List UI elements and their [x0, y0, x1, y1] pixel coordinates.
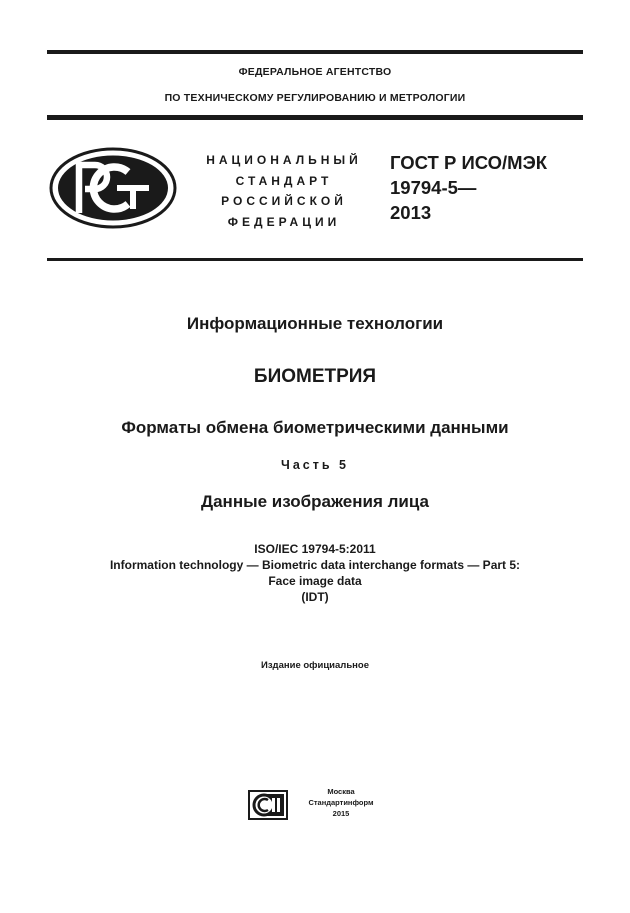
international-reference	[0, 541, 630, 605]
part-title: Данные изображения лица	[200, 492, 429, 511]
publisher-imprint	[298, 786, 384, 819]
standartinform-logo-icon	[248, 790, 288, 825]
national-standard-line: ФЕДЕРАЦИИ	[227, 214, 341, 229]
top-rule	[47, 50, 583, 54]
iso-reference: ISO/IEC 19794-5:2011	[254, 542, 376, 556]
iso-title-line-1: Information technology — Biometric data interchange formats — Part 5:	[109, 558, 521, 572]
title-block-rule	[47, 258, 583, 261]
general-title: Информационные технологии	[186, 314, 444, 333]
part-label: Часть 5	[281, 458, 349, 472]
header-rule	[47, 115, 583, 120]
iso-title-line-2: Face image data	[268, 574, 362, 588]
standard-designation	[390, 150, 547, 225]
designation-line: 2013	[390, 202, 432, 223]
designation-line: ГОСТ Р ИСО/МЭК	[390, 152, 548, 173]
national-standard-line: СТАНДАРТ	[235, 173, 333, 188]
national-standard-label	[196, 150, 372, 232]
national-standard-line: РОССИЙСКОЙ	[221, 194, 347, 208]
agency-line-2: ПО ТЕХНИЧЕСКОМУ РЕГУЛИРОВАНИЮ И МЕТРОЛОГИИ	[164, 92, 466, 104]
publisher-name: Стандартинформ	[308, 798, 374, 807]
rst-logo-icon	[49, 147, 177, 234]
main-title: БИОМЕТРИЯ	[253, 366, 377, 387]
national-standard-line: НАЦИОНАЛЬНЫЙ	[206, 153, 362, 167]
iso-degree: (IDT)	[301, 590, 329, 604]
publisher-city: Москва	[327, 787, 355, 796]
edition-label: Издание официальное	[261, 660, 369, 671]
sub-title: Форматы обмена биометрическими данными	[121, 418, 509, 437]
publisher-year: 2015	[332, 809, 350, 818]
agency-line-1: ФЕДЕРАЛЬНОЕ АГЕНТСТВО	[238, 66, 392, 78]
designation-line: 19794-5—	[390, 177, 477, 198]
